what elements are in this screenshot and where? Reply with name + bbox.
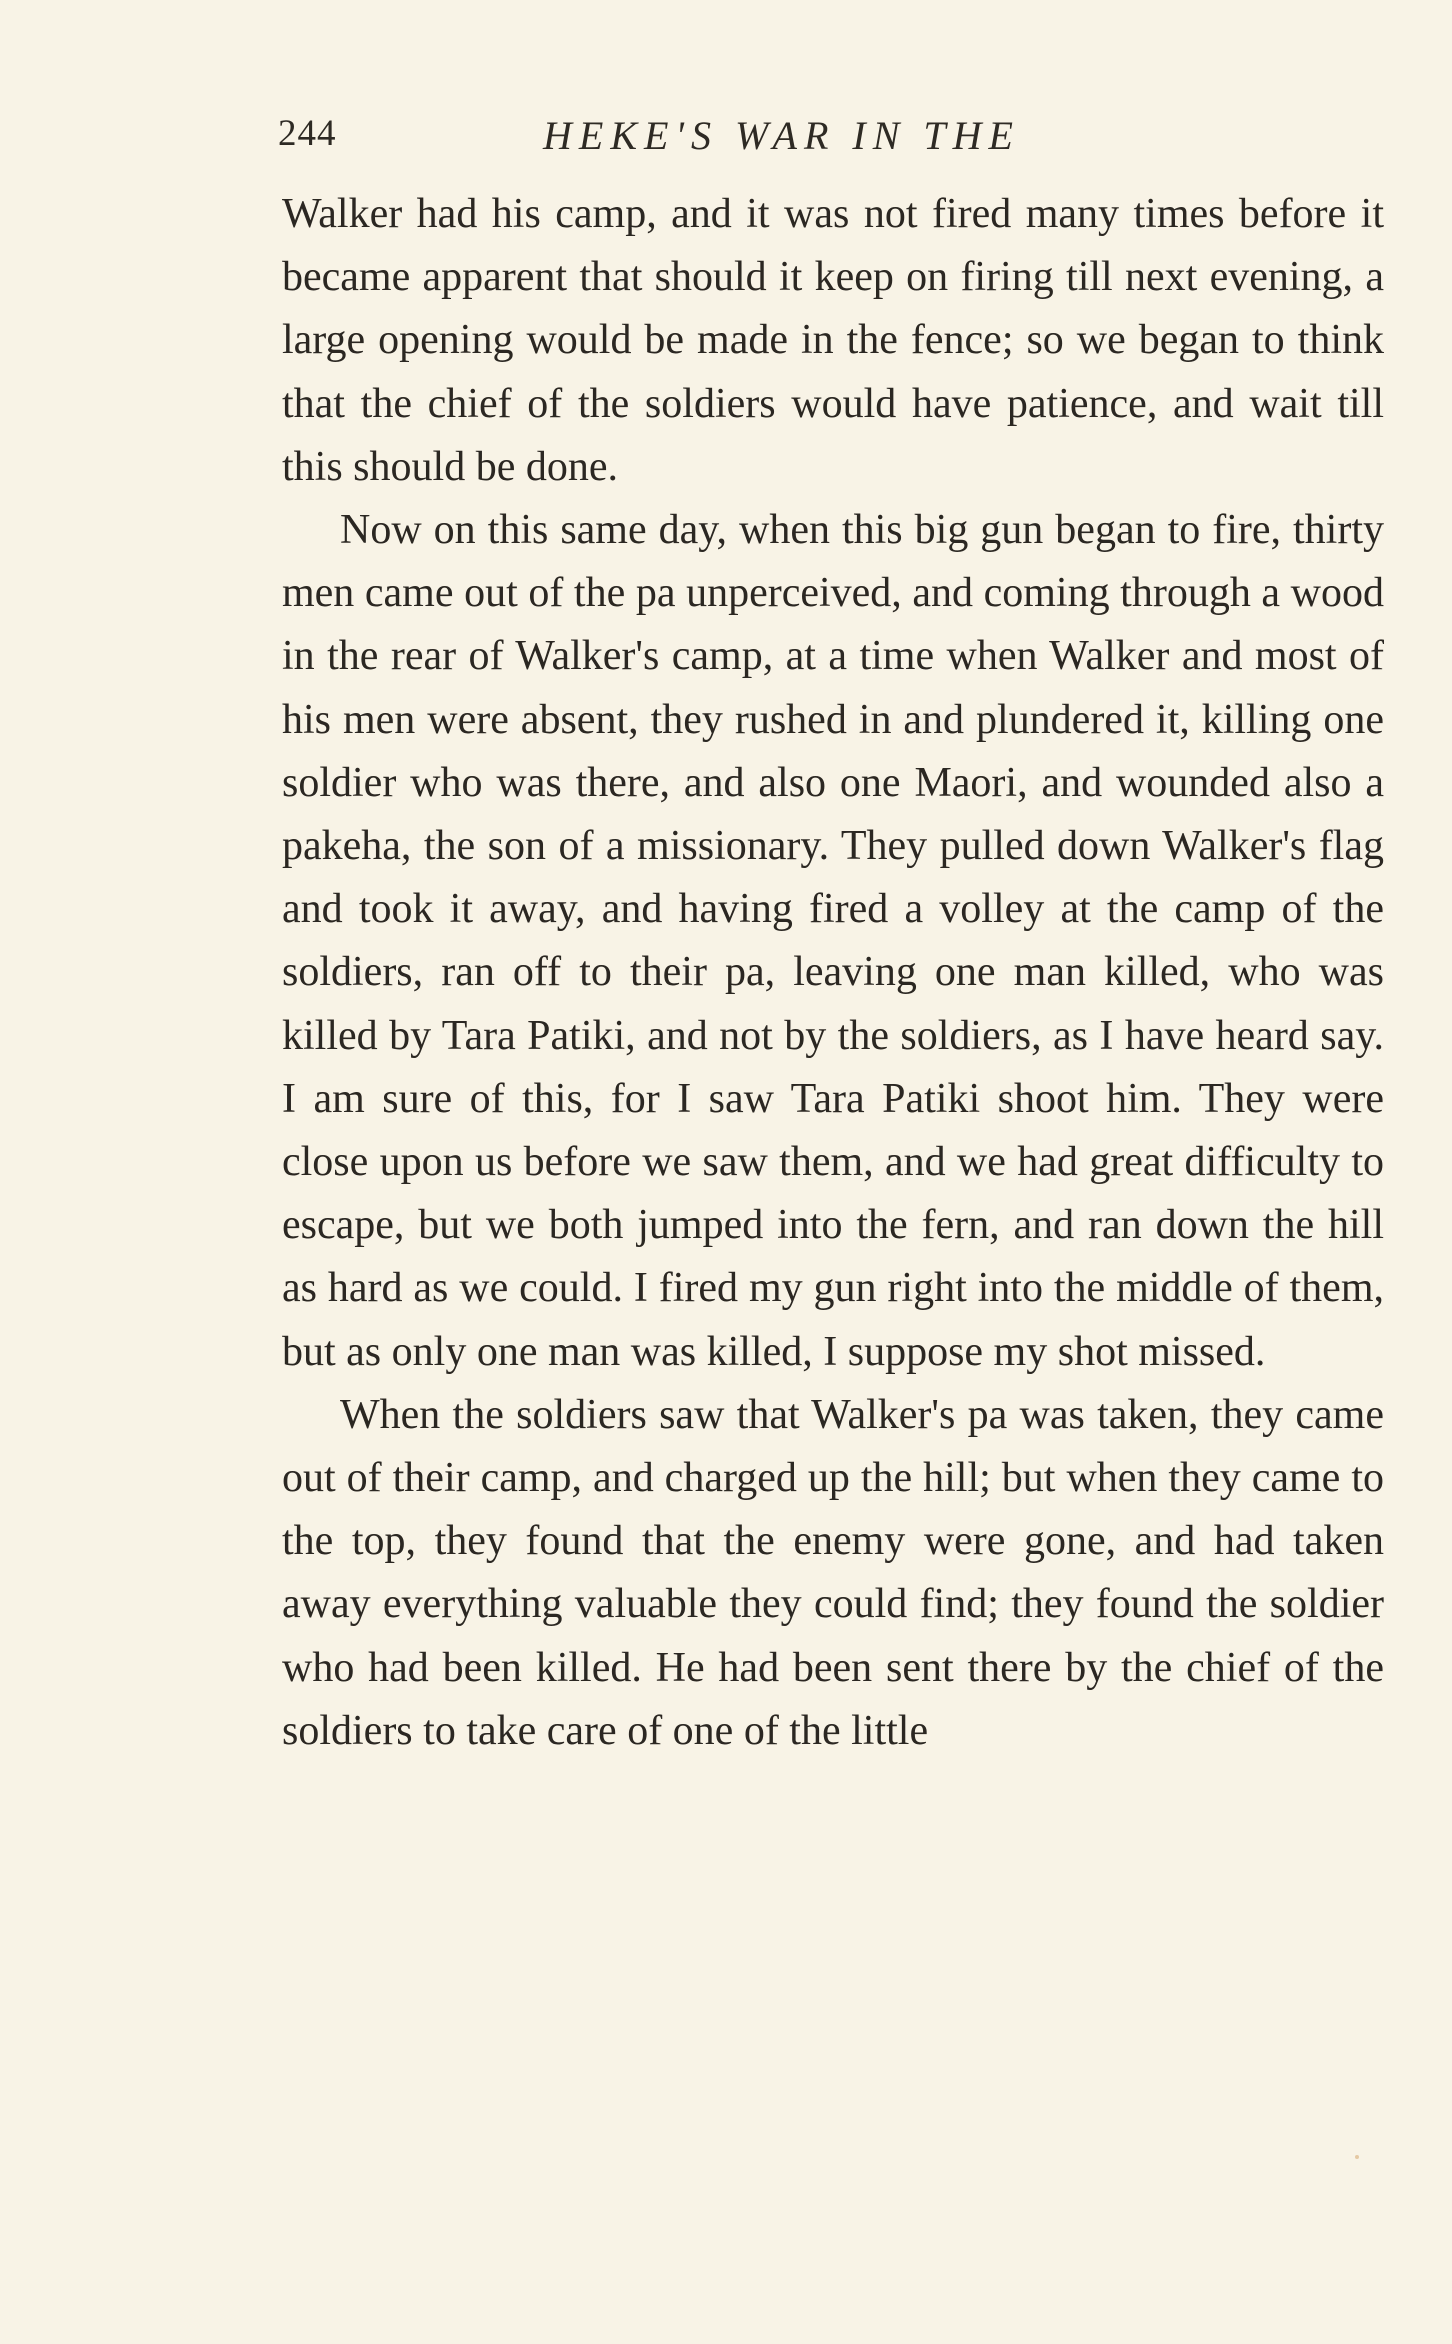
paragraph: Now on this same day, when this big gun began to fire, thirty men came out of the pa unperceived, and coming through a wood in the rear of Walker's camp, at a time when Walker and most of his men were absent, they rushed in and plundered it, killing one soldier who was there, and also one Maori, and wounded also a pakeha, the son of a missionary. They pulled down Walker's flag and took it away, and having fired a volley at the camp of the soldiers, ran off to their pa, leaving one man killed, who was killed by Tara Patiki, and not by the soldiers, as I have heard say. I am sure of this, for I saw Tara Patiki shoot him. They were close upon us before we saw them, and we had great difficulty to escape, but we both jumped into the fern, and ran down the hill as hard as we could. I fired my gun right into the middle of them, but as only one man was killed, I suppose my shot missed. [282, 507, 1384, 1375]
page-header [278, 112, 1114, 162]
paragraph-continuation: Walker had his camp, and it was not fired many times before it became apparent that should it keep on firing till next evening, a large opening would be made in the fence; so we began to think that the chief of the soldiers would have patience, and wait till this should be done. [282, 191, 1384, 490]
paper-speck [1355, 2155, 1359, 2159]
body-text [282, 183, 1384, 1763]
running-head: HEKE'S WAR IN THE [543, 113, 1020, 158]
page-number: 244 [278, 113, 337, 154]
paragraph: When the soldiers saw that Walker's pa was taken, they came out of their camp, and charged up the hill; but when they came to the top, they found that the enemy were gone, and had taken away everything valuable they could find; they found the soldier who had been killed. He had been sent there by the chief of the soldiers to take care of one of the little [282, 1391, 1384, 1754]
